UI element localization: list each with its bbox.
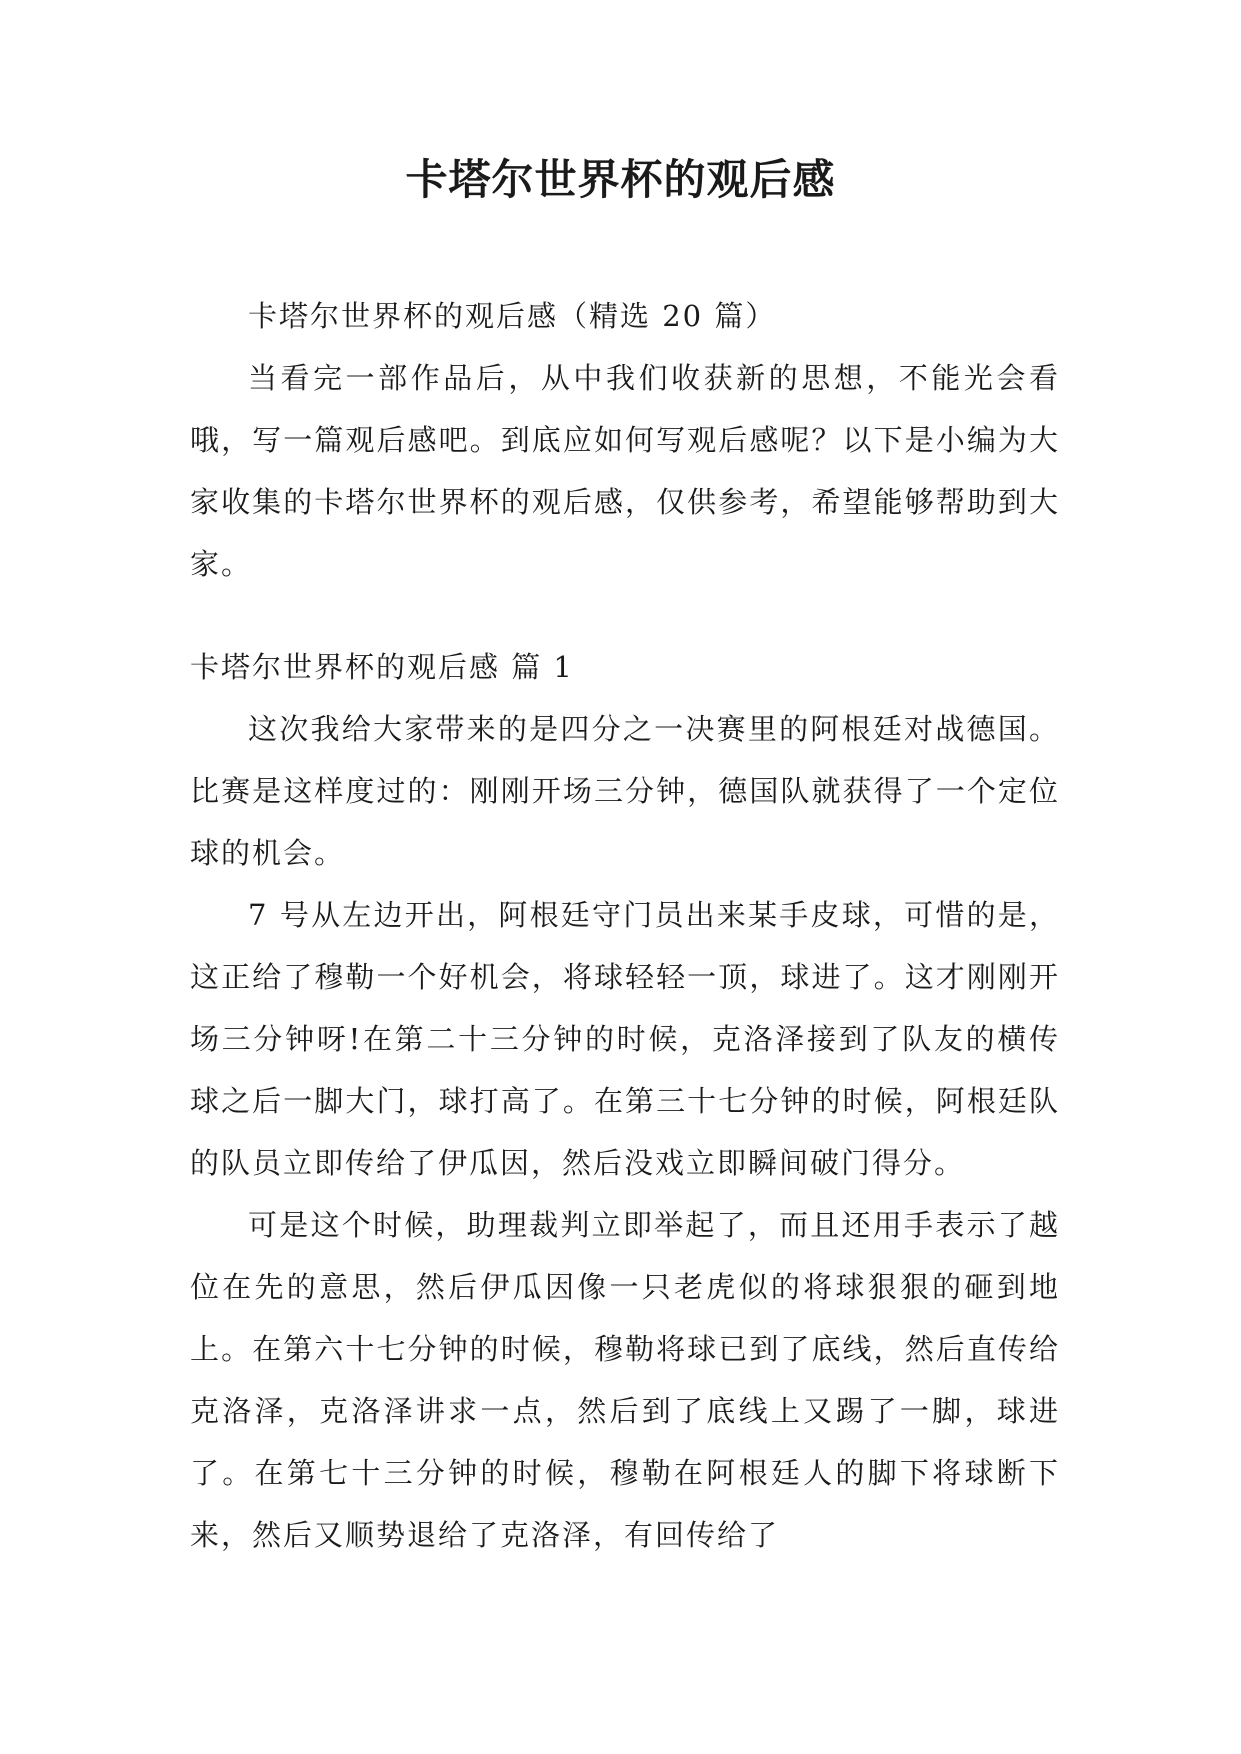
body-paragraph: 这次我给大家带来的是四分之一决赛里的阿根廷对战德国。比赛是这样度过的：刚刚开场三分钟，德国队就获得了一个定位球的机会。 <box>190 712 1060 870</box>
body-paragraph: 可是这个时候，助理裁判立即举起了，而且还用手表示了越位在先的意思，然后伊瓜因像一只老虎似的将球狠狠的砸到地上。在第六十七分钟的时候，穆勒将球已到了底线，然后直传给克洛泽，克洛泽讲求一点，然后到了底线上又踢了一脚，球进了。在第七十三分钟的时候，穆勒在阿根廷人的脚下将球断下来，然后又顺势退给了克洛泽，有回传给了 <box>190 1208 1060 1552</box>
intro-block <box>190 285 1060 595</box>
document-title: 卡塔尔世界杯的观后感 <box>405 155 836 204</box>
subtitle: 卡塔尔世界杯的观后感（精选 20 篇） <box>248 299 777 333</box>
section-heading: 卡塔尔世界杯的观后感 篇 1 <box>190 650 574 684</box>
section-1 <box>190 636 1060 1566</box>
body-paragraph: 7 号从左边开出，阿根廷守门员出来某手皮球，可惜的是，这正给了穆勒一个好机会，将球轻轻一顶，球进了。这才刚刚开场三分钟呀!在第二十三分钟的时候，克洛泽接到了队友的横传球之后一脚大门，球打高了。在第三十七分钟的时候，阿根廷队的队员立即传给了伊瓜因，然后没戏立即瞬间破门得分。 <box>190 898 1060 1180</box>
intro-paragraph: 当看完一部作品后，从中我们收获新的思想，不能光会看哦，写一篇观后感吧。到底应如何写观后感呢？以下是小编为大家收集的卡塔尔世界杯的观后感，仅供参考，希望能够帮助到大家。 <box>190 361 1060 581</box>
